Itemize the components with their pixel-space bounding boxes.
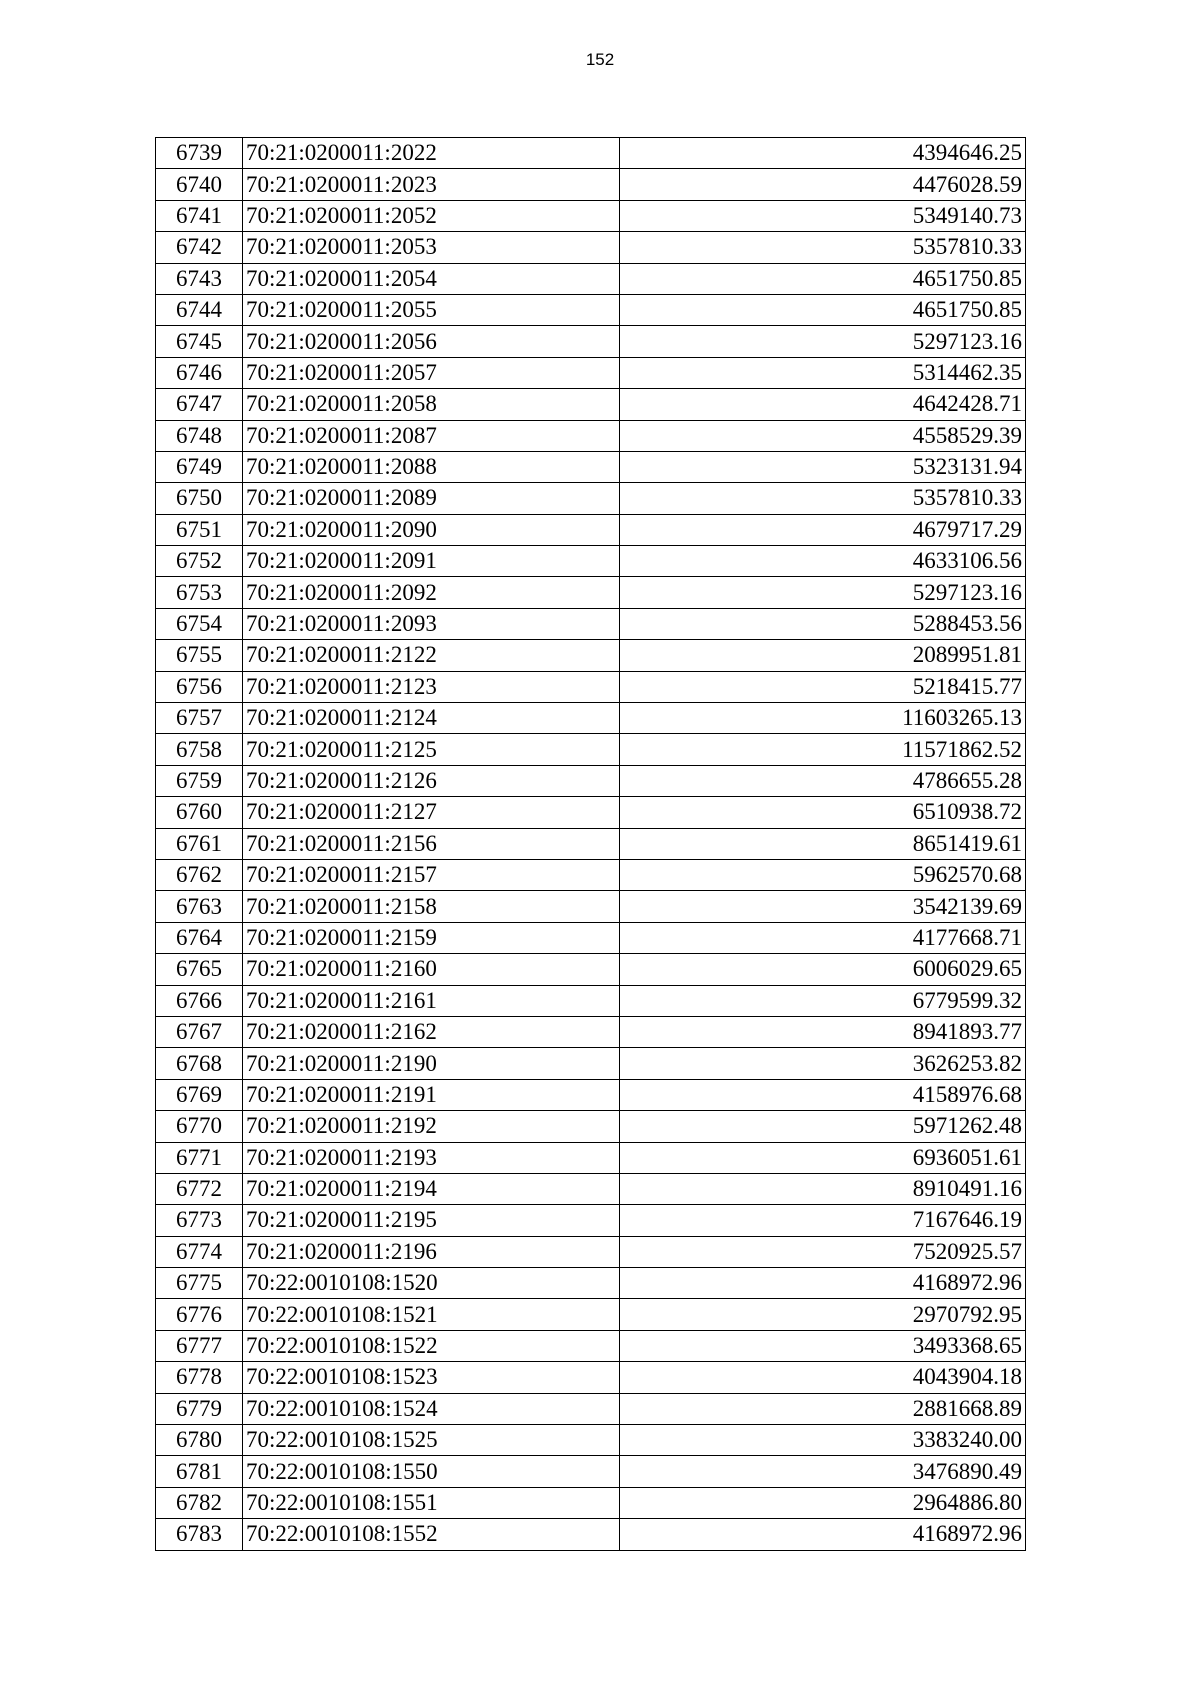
cadastral-number-cell: 70:21:0200011:2055 xyxy=(243,294,620,325)
table-row xyxy=(156,357,1026,388)
row-number-cell: 6774 xyxy=(156,1236,243,1267)
row-number-cell: 6772 xyxy=(156,1173,243,1204)
row-number-cell: 6746 xyxy=(156,357,243,388)
table-row xyxy=(156,859,1026,890)
cadastral-value-cell: 11571862.52 xyxy=(620,734,1026,765)
row-number-cell: 6763 xyxy=(156,891,243,922)
cadastral-number-cell: 70:21:0200011:2092 xyxy=(243,577,620,608)
cadastral-number-cell: 70:22:0010108:1523 xyxy=(243,1362,620,1393)
table-row xyxy=(156,1048,1026,1079)
table-row xyxy=(156,1016,1026,1047)
row-number-cell: 6764 xyxy=(156,922,243,953)
table-row xyxy=(156,263,1026,294)
cadastral-number-cell: 70:21:0200011:2056 xyxy=(243,326,620,357)
row-number-cell: 6747 xyxy=(156,389,243,420)
row-number-cell: 6773 xyxy=(156,1205,243,1236)
cadastral-value-cell: 2970792.95 xyxy=(620,1299,1026,1330)
cadastral-value-cell: 4679717.29 xyxy=(620,514,1026,545)
row-number-cell: 6770 xyxy=(156,1111,243,1142)
row-number-cell: 6769 xyxy=(156,1079,243,1110)
cadastral-number-cell: 70:21:0200011:2087 xyxy=(243,420,620,451)
table-row xyxy=(156,922,1026,953)
row-number-cell: 6777 xyxy=(156,1330,243,1361)
row-number-cell: 6741 xyxy=(156,200,243,231)
row-number-cell: 6743 xyxy=(156,263,243,294)
table-row xyxy=(156,326,1026,357)
row-number-cell: 6749 xyxy=(156,451,243,482)
row-number-cell: 6756 xyxy=(156,671,243,702)
cadastral-number-cell: 70:21:0200011:2023 xyxy=(243,169,620,200)
cadastral-value-cell: 4651750.85 xyxy=(620,294,1026,325)
row-number-cell: 6782 xyxy=(156,1487,243,1518)
cadastral-value-cell: 5314462.35 xyxy=(620,357,1026,388)
row-number-cell: 6745 xyxy=(156,326,243,357)
row-number-cell: 6771 xyxy=(156,1142,243,1173)
row-number-cell: 6759 xyxy=(156,765,243,796)
cadastral-number-cell: 70:21:0200011:2162 xyxy=(243,1016,620,1047)
table-row xyxy=(156,1519,1026,1550)
row-number-cell: 6779 xyxy=(156,1393,243,1424)
row-number-cell: 6768 xyxy=(156,1048,243,1079)
cadastral-number-cell: 70:22:0010108:1522 xyxy=(243,1330,620,1361)
cadastral-number-cell: 70:21:0200011:2193 xyxy=(243,1142,620,1173)
cadastral-number-cell: 70:21:0200011:2053 xyxy=(243,232,620,263)
row-number-cell: 6739 xyxy=(156,138,243,169)
cadastral-value-cell: 6006029.65 xyxy=(620,954,1026,985)
row-number-cell: 6780 xyxy=(156,1425,243,1456)
table-row xyxy=(156,483,1026,514)
cadastral-number-cell: 70:21:0200011:2124 xyxy=(243,703,620,734)
row-number-cell: 6740 xyxy=(156,169,243,200)
table-row xyxy=(156,1111,1026,1142)
cadastral-number-cell: 70:21:0200011:2125 xyxy=(243,734,620,765)
cadastral-value-cell: 5297123.16 xyxy=(620,577,1026,608)
row-number-cell: 6783 xyxy=(156,1519,243,1550)
cadastral-value-cell: 3383240.00 xyxy=(620,1425,1026,1456)
cadastral-number-cell: 70:22:0010108:1520 xyxy=(243,1268,620,1299)
cadastral-number-cell: 70:22:0010108:1525 xyxy=(243,1425,620,1456)
cadastral-number-cell: 70:21:0200011:2158 xyxy=(243,891,620,922)
cadastral-number-cell: 70:21:0200011:2196 xyxy=(243,1236,620,1267)
cadastral-number-cell: 70:21:0200011:2123 xyxy=(243,671,620,702)
row-number-cell: 6752 xyxy=(156,546,243,577)
cadastral-value-cell: 4168972.96 xyxy=(620,1519,1026,1550)
cadastral-value-cell: 5218415.77 xyxy=(620,671,1026,702)
row-number-cell: 6744 xyxy=(156,294,243,325)
table-row xyxy=(156,451,1026,482)
table-row xyxy=(156,514,1026,545)
table-row xyxy=(156,1268,1026,1299)
cadastral-value-cell: 3476890.49 xyxy=(620,1456,1026,1487)
cadastral-number-cell: 70:22:0010108:1552 xyxy=(243,1519,620,1550)
cadastral-value-cell: 8910491.16 xyxy=(620,1173,1026,1204)
table-row xyxy=(156,1330,1026,1361)
cadastral-number-cell: 70:21:0200011:2195 xyxy=(243,1205,620,1236)
cadastral-number-cell: 70:21:0200011:2160 xyxy=(243,954,620,985)
cadastral-number-cell: 70:21:0200011:2157 xyxy=(243,859,620,890)
row-number-cell: 6751 xyxy=(156,514,243,545)
table-row xyxy=(156,1487,1026,1518)
cadastral-value-cell: 4476028.59 xyxy=(620,169,1026,200)
cadastral-value-cell: 2881668.89 xyxy=(620,1393,1026,1424)
cadastral-number-cell: 70:21:0200011:2054 xyxy=(243,263,620,294)
cadastral-value-cell: 2964886.80 xyxy=(620,1487,1026,1518)
table-row xyxy=(156,138,1026,169)
cadastral-value-cell: 3493368.65 xyxy=(620,1330,1026,1361)
table-row xyxy=(156,1393,1026,1424)
row-number-cell: 6766 xyxy=(156,985,243,1016)
table-row xyxy=(156,1425,1026,1456)
table-row xyxy=(156,1173,1026,1204)
table-row xyxy=(156,200,1026,231)
cadastral-number-cell: 70:22:0010108:1550 xyxy=(243,1456,620,1487)
row-number-cell: 6781 xyxy=(156,1456,243,1487)
table-row xyxy=(156,1456,1026,1487)
cadastral-number-cell: 70:21:0200011:2058 xyxy=(243,389,620,420)
cadastral-number-cell: 70:21:0200011:2089 xyxy=(243,483,620,514)
row-number-cell: 6755 xyxy=(156,640,243,671)
row-number-cell: 6753 xyxy=(156,577,243,608)
cadastral-value-cell: 4158976.68 xyxy=(620,1079,1026,1110)
cadastral-value-cell: 8651419.61 xyxy=(620,828,1026,859)
cadastral-number-cell: 70:22:0010108:1551 xyxy=(243,1487,620,1518)
cadastral-number-cell: 70:21:0200011:2194 xyxy=(243,1173,620,1204)
table-row xyxy=(156,1079,1026,1110)
cadastral-number-cell: 70:21:0200011:2093 xyxy=(243,608,620,639)
cadastral-number-cell: 70:21:0200011:2122 xyxy=(243,640,620,671)
cadastral-value-cell: 4168972.96 xyxy=(620,1268,1026,1299)
cadastral-number-cell: 70:21:0200011:2057 xyxy=(243,357,620,388)
cadastral-value-cell: 4043904.18 xyxy=(620,1362,1026,1393)
table-row xyxy=(156,1299,1026,1330)
table-row xyxy=(156,169,1026,200)
cadastral-value-table xyxy=(155,137,1026,1551)
cadastral-value-cell: 5349140.73 xyxy=(620,200,1026,231)
row-number-cell: 6761 xyxy=(156,828,243,859)
table-row xyxy=(156,954,1026,985)
row-number-cell: 6758 xyxy=(156,734,243,765)
cadastral-value-cell: 4786655.28 xyxy=(620,765,1026,796)
row-number-cell: 6776 xyxy=(156,1299,243,1330)
cadastral-value-cell: 2089951.81 xyxy=(620,640,1026,671)
cadastral-number-cell: 70:21:0200011:2190 xyxy=(243,1048,620,1079)
cadastral-value-cell: 6936051.61 xyxy=(620,1142,1026,1173)
cadastral-value-cell: 8941893.77 xyxy=(620,1016,1026,1047)
row-number-cell: 6762 xyxy=(156,859,243,890)
row-number-cell: 6778 xyxy=(156,1362,243,1393)
row-number-cell: 6765 xyxy=(156,954,243,985)
cadastral-value-cell: 5323131.94 xyxy=(620,451,1026,482)
cadastral-value-cell: 11603265.13 xyxy=(620,703,1026,734)
cadastral-number-cell: 70:21:0200011:2091 xyxy=(243,546,620,577)
cadastral-value-cell: 6510938.72 xyxy=(620,797,1026,828)
cadastral-value-cell: 4394646.25 xyxy=(620,138,1026,169)
table-row xyxy=(156,985,1026,1016)
cadastral-value-cell: 4177668.71 xyxy=(620,922,1026,953)
row-number-cell: 6767 xyxy=(156,1016,243,1047)
cadastral-value-cell: 5297123.16 xyxy=(620,326,1026,357)
row-number-cell: 6757 xyxy=(156,703,243,734)
table-row xyxy=(156,765,1026,796)
table-row xyxy=(156,734,1026,765)
table-row xyxy=(156,1236,1026,1267)
cadastral-number-cell: 70:21:0200011:2159 xyxy=(243,922,620,953)
cadastral-number-cell: 70:21:0200011:2090 xyxy=(243,514,620,545)
table-row xyxy=(156,671,1026,702)
cadastral-number-cell: 70:22:0010108:1524 xyxy=(243,1393,620,1424)
cadastral-number-cell: 70:21:0200011:2126 xyxy=(243,765,620,796)
table-row xyxy=(156,1205,1026,1236)
table-row xyxy=(156,294,1026,325)
table-row xyxy=(156,577,1026,608)
cadastral-number-cell: 70:21:0200011:2156 xyxy=(243,828,620,859)
cadastral-number-cell: 70:21:0200011:2161 xyxy=(243,985,620,1016)
row-number-cell: 6742 xyxy=(156,232,243,263)
cadastral-number-cell: 70:21:0200011:2052 xyxy=(243,200,620,231)
cadastral-number-cell: 70:21:0200011:2022 xyxy=(243,138,620,169)
table-row xyxy=(156,546,1026,577)
table-row xyxy=(156,1362,1026,1393)
row-number-cell: 6760 xyxy=(156,797,243,828)
cadastral-value-cell: 5971262.48 xyxy=(620,1111,1026,1142)
table-body xyxy=(156,138,1026,1551)
cadastral-value-cell: 5962570.68 xyxy=(620,859,1026,890)
page-number: 152 xyxy=(585,50,615,69)
cadastral-number-cell: 70:21:0200011:2192 xyxy=(243,1111,620,1142)
cadastral-value-cell: 3542139.69 xyxy=(620,891,1026,922)
table-row xyxy=(156,232,1026,263)
cadastral-number-cell: 70:21:0200011:2127 xyxy=(243,797,620,828)
row-number-cell: 6748 xyxy=(156,420,243,451)
cadastral-value-cell: 5288453.56 xyxy=(620,608,1026,639)
row-number-cell: 6775 xyxy=(156,1268,243,1299)
table-row xyxy=(156,797,1026,828)
row-number-cell: 6754 xyxy=(156,608,243,639)
table-row xyxy=(156,891,1026,922)
cadastral-value-cell: 4651750.85 xyxy=(620,263,1026,294)
table-row xyxy=(156,1142,1026,1173)
table-row xyxy=(156,703,1026,734)
table-row xyxy=(156,608,1026,639)
cadastral-value-cell: 4642428.71 xyxy=(620,389,1026,420)
cadastral-value-cell: 7167646.19 xyxy=(620,1205,1026,1236)
cadastral-number-cell: 70:22:0010108:1521 xyxy=(243,1299,620,1330)
table-row xyxy=(156,420,1026,451)
cadastral-value-cell: 4633106.56 xyxy=(620,546,1026,577)
row-number-cell: 6750 xyxy=(156,483,243,514)
cadastral-number-cell: 70:21:0200011:2191 xyxy=(243,1079,620,1110)
cadastral-value-cell: 4558529.39 xyxy=(620,420,1026,451)
cadastral-value-cell: 5357810.33 xyxy=(620,232,1026,263)
cadastral-value-cell: 6779599.32 xyxy=(620,985,1026,1016)
cadastral-number-cell: 70:21:0200011:2088 xyxy=(243,451,620,482)
table-row xyxy=(156,389,1026,420)
cadastral-value-cell: 7520925.57 xyxy=(620,1236,1026,1267)
table-row xyxy=(156,828,1026,859)
cadastral-value-cell: 5357810.33 xyxy=(620,483,1026,514)
table-row xyxy=(156,640,1026,671)
cadastral-value-cell: 3626253.82 xyxy=(620,1048,1026,1079)
